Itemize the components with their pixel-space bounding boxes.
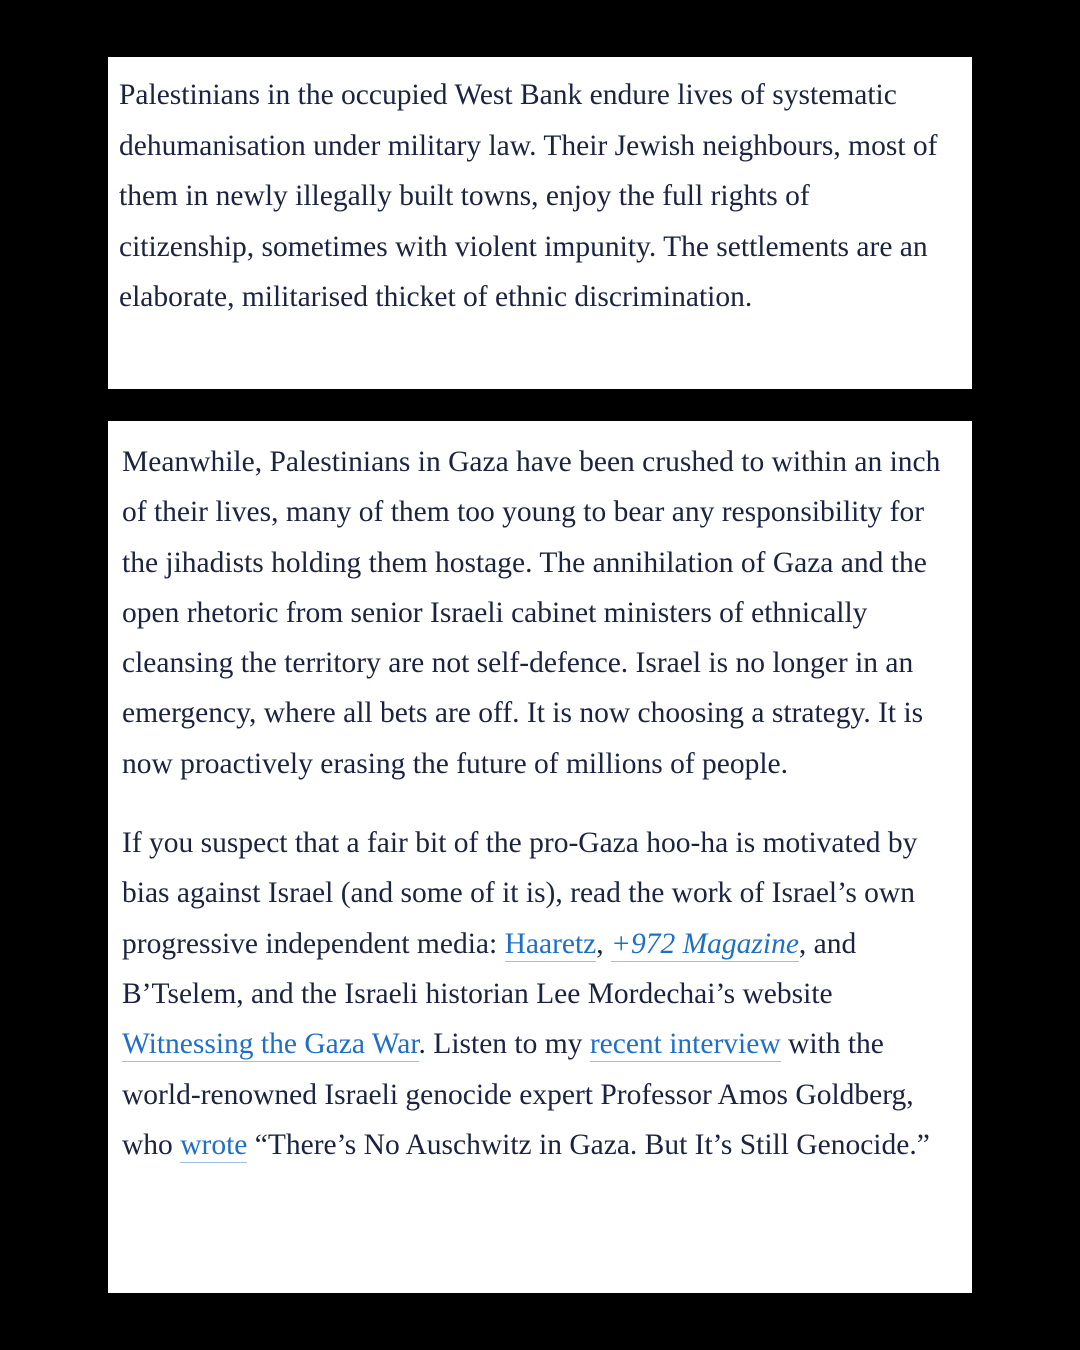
link-recent-interview[interactable]: recent interview bbox=[589, 1028, 781, 1061]
article-excerpt-card-1 bbox=[108, 57, 972, 389]
link-wrote[interactable]: wrote bbox=[180, 1128, 248, 1161]
paragraph-text: , bbox=[596, 927, 612, 960]
paragraph-gaza: Meanwhile, Palestinians in Gaza have been crushed to within an inch of their lives, many of them too young to bear any responsibility for the jihadists holding them hostage. The annihilation of Gaza and the open rhetoric from senior Israeli cabinet ministers of ethnically cleansing the territory are not self-defence. Israel is no longer in an emergency, where all bets are off. It is now choosing a strategy. It is now proactively erasing the future of millions of people. bbox=[122, 446, 941, 780]
paragraph-text: If you suspect that a fair bit of the pro-Gaza hoo-ha is motivated by bias against Israel (and some of it is), read the work of Israel’s own progressive independent media: bbox=[122, 827, 918, 960]
article-excerpt-card-2 bbox=[108, 421, 972, 1293]
paragraph-text: . Listen to my bbox=[418, 1028, 590, 1061]
paragraph-text: , and B’Tselem, and the Israeli historian Lee Mordechai’s website bbox=[122, 927, 857, 1010]
link-witnessing-the-gaza-war[interactable]: Witnessing the Gaza War bbox=[122, 1028, 419, 1061]
paragraph-sources bbox=[122, 818, 952, 1170]
link-haaretz[interactable]: Haaretz bbox=[504, 927, 597, 960]
link-972-magazine[interactable]: +972 Magazine bbox=[611, 927, 799, 960]
paragraph-west-bank: Palestinians in the occupied West Bank endure lives of systematic dehumanisation under military law. Their Jewish neighbours, most of them in newly illegally built towns, enjoy the full rights of citizenship, sometimes with violent impunity. The settlements are an elaborate, militarised thicket of ethnic discrimination. bbox=[119, 79, 938, 314]
paragraph-text: “There’s No Auschwitz in Gaza. But It’s Still Genocide.” bbox=[247, 1128, 930, 1161]
paragraph-text: with the world-renowned Israeli genocide expert Professor Amos Goldberg, who bbox=[122, 1028, 914, 1161]
